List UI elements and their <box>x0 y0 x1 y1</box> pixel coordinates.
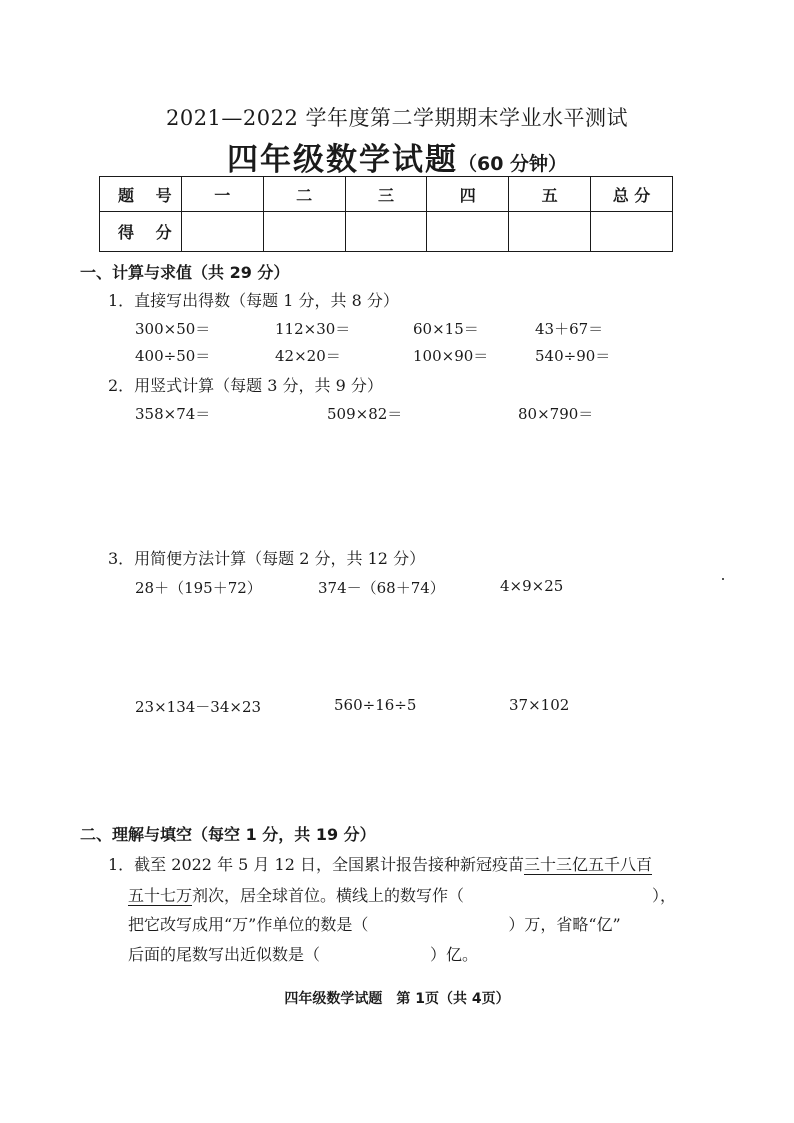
section2-q1-line3 <box>128 912 621 935</box>
score-cell-4[interactable] <box>427 212 509 252</box>
q1-expr-8: 540÷90＝ <box>535 347 611 365</box>
q1-expr-1: 300×50＝ <box>135 320 211 338</box>
section2-q1-line1 <box>108 852 652 875</box>
score-table-header-row <box>100 177 673 212</box>
q1-expr-7: 100×90＝ <box>413 347 489 365</box>
score-cell-1[interactable] <box>181 212 263 252</box>
q3-expr-1: 28＋（195＋72） <box>135 579 262 597</box>
score-table <box>99 176 673 252</box>
q2-expr-2: 509×82＝ <box>327 405 403 423</box>
q1-line2-text: 剂次，居全球首位。横线上的数写作（ <box>192 886 465 905</box>
section1-title: 一、计算与求值（共 29 分） <box>80 263 290 282</box>
section1-q3-title: 3．用简便方法计算（每题 2 分，共 12 分） <box>108 549 426 568</box>
page-footer: 四年级数学试题 第 1页（共 4页） <box>284 991 510 1007</box>
q2-expr-3: 80×790＝ <box>518 405 594 423</box>
q1-line3-end: ）万，省略“亿” <box>508 915 621 934</box>
score-table-score-row <box>100 212 673 252</box>
score-cell-5[interactable] <box>509 212 591 252</box>
score-table-header-5: 五 <box>509 177 591 212</box>
section2-title: 二、理解与填空（每空 1 分，共 19 分） <box>80 825 376 844</box>
q1-line3-text: 把它改写成用“万”作单位的数是（ <box>128 915 369 934</box>
exam-title-line1: 2021—2022 学年度第二学期期末学业水平测试 <box>165 106 629 130</box>
score-table-header-total: 总 分 <box>591 177 673 212</box>
q1-expr-2: 112×30＝ <box>275 320 351 338</box>
q3-expr-4: 23×134－34×23 <box>135 698 262 716</box>
section2-q1-line4 <box>128 942 478 965</box>
exam-subject-title: 四年级数学试题 <box>226 142 458 178</box>
score-cell-3[interactable] <box>345 212 427 252</box>
q1-expr-6: 42×20＝ <box>275 347 341 365</box>
q2-expr-1: 358×74＝ <box>135 405 211 423</box>
score-table-header-label: 题 号 <box>100 177 182 212</box>
score-table-header-4: 四 <box>427 177 509 212</box>
q3-expr-2: 374－（68＋74） <box>318 579 445 597</box>
scan-speck <box>722 578 724 580</box>
q1-line4-end: ）亿。 <box>430 945 479 964</box>
q3-expr-3: 4×9×25 <box>500 577 564 595</box>
score-table-header-1: 一 <box>181 177 263 212</box>
section1-q1-title: 1．直接写出得数（每题 1 分，共 8 分） <box>108 291 399 310</box>
score-cell-total[interactable] <box>591 212 673 252</box>
section2-q1-prefix: 1．截至 2022 年 5 月 12 日，全国累计报告接种新冠疫苗 <box>108 855 524 874</box>
score-table-header-2: 二 <box>263 177 345 212</box>
exam-title-main <box>0 134 794 179</box>
q1-expr-4: 43＋67＝ <box>535 320 604 338</box>
underlined-number-part1: 三十三亿五千八百 <box>523 855 652 874</box>
exam-duration: （60 分钟） <box>457 153 568 175</box>
section2-q1-line2 <box>128 883 676 906</box>
score-table-row-label: 得 分 <box>100 212 182 252</box>
q1-expr-5: 400÷50＝ <box>135 347 211 365</box>
q3-expr-5: 560÷16÷5 <box>334 696 417 714</box>
q1-line4-text: 后面的尾数写出近似数是（ <box>128 945 321 964</box>
score-cell-2[interactable] <box>263 212 345 252</box>
q1-expr-3: 60×15＝ <box>413 320 479 338</box>
underlined-number-part2: 五十七万 <box>128 886 193 905</box>
q3-expr-6: 37×102 <box>509 696 570 714</box>
score-table-header-3: 三 <box>345 177 427 212</box>
section1-q2-title: 2．用竖式计算（每题 3 分，共 9 分） <box>108 376 383 395</box>
q1-line2-end: ）， <box>651 886 676 905</box>
